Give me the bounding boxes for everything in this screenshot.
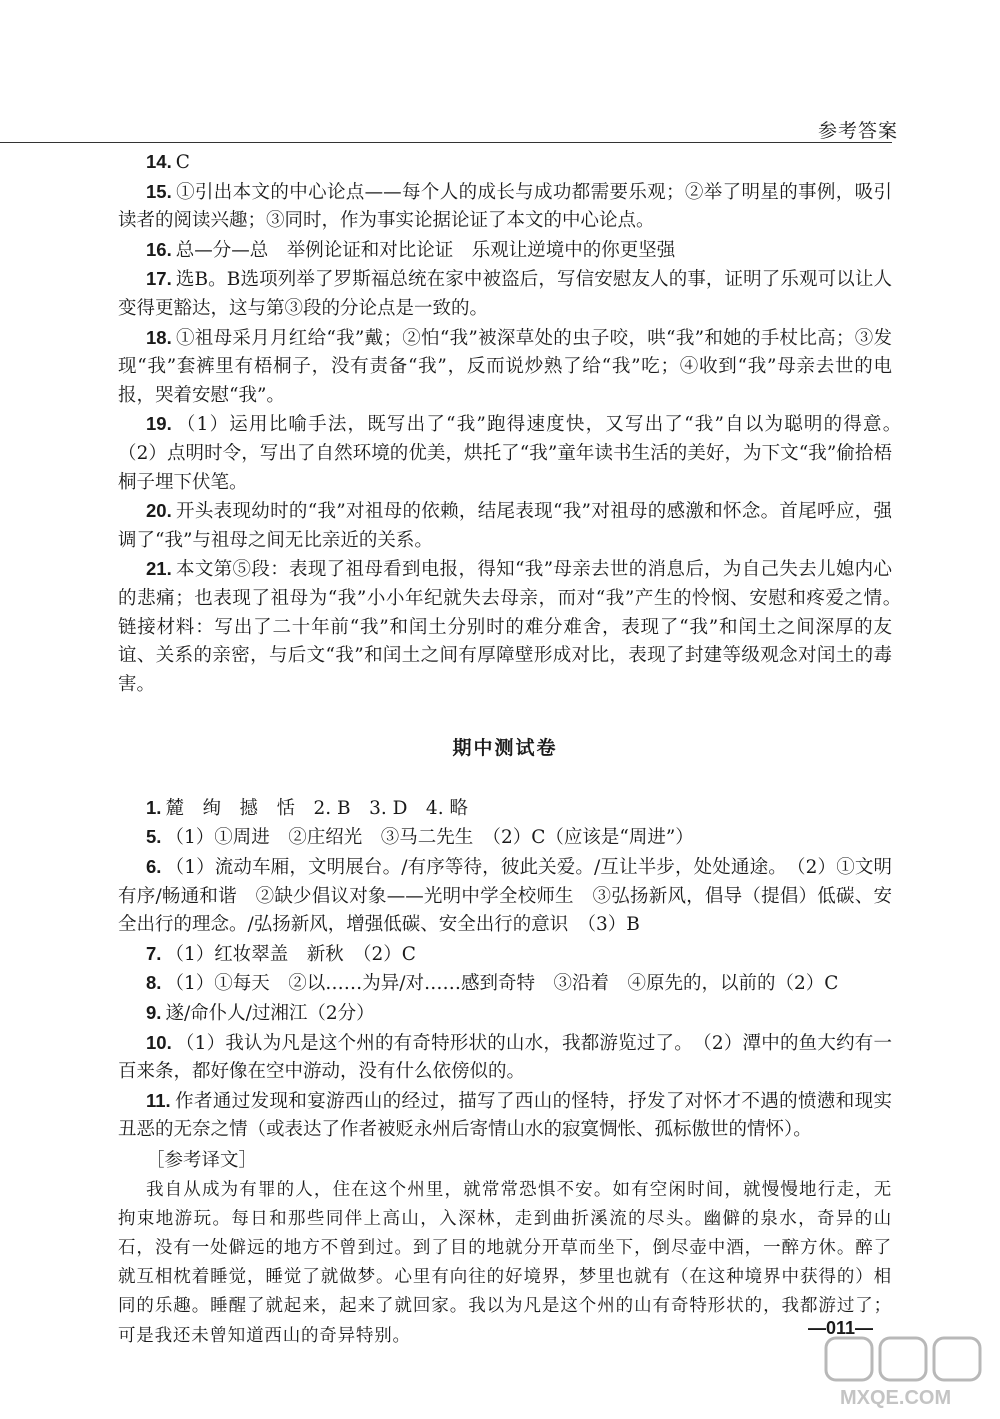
answer-item <box>118 940 892 970</box>
answer-item <box>118 853 892 940</box>
answer-text: （1）①周进 ②庄绍光 ③马二先生 （2）C（应该是“周进”） <box>165 827 694 849</box>
answer-number: 5. <box>146 826 162 848</box>
answer-item <box>118 497 892 555</box>
answer-text: ①引出本文的中心论点——每个人的成长与成功都需要乐观；②举了明星的事例，吸引读者的阅读兴趣；③同时，作为事实论据论证了本文的中心论点。 <box>118 181 892 232</box>
answer-item <box>118 178 892 236</box>
answer-item <box>118 999 892 1029</box>
answer-item <box>118 555 911 699</box>
translation-heading: ［参考译文］ <box>146 1150 258 1171</box>
answer-item <box>118 265 892 323</box>
answer-text: 本文第⑤段：表现了祖母看到电报，得知“我”母亲去世的消息后，为自己失去儿媳内心的悲痛；也表现了祖母为“我”小小年纪就失去母亲，而对“我”产生的怜悯、安慰和疼爱之情。 链接材料：写出了二十年前“我”和闰土分别时的难分难舍，表现了“我”和闰土之间深厚的友谊、关系的亲密，与后文“我”和闰土之间有厚障壁形成对比，表现了封建等级观念对闰土的毒害。 <box>118 559 911 695</box>
answer-number: 20. <box>146 500 172 522</box>
answer-number: 8. <box>146 972 162 994</box>
answer-text: 遂/命仆人/过湘江（2分） <box>165 1003 375 1025</box>
answer-item <box>118 148 892 178</box>
answer-text: （1）运用比喻手法，既写出了“我”跑得速度快，又写出了“我”自以为聪明的得意。 （2）点明时令，写出了自然环境的优美，烘托了“我”童年读书生活的美好，为下文“我”偷拾梧桐子埋下伏笔。 <box>118 414 911 493</box>
answer-item <box>118 1087 892 1145</box>
answer-number: 17. <box>146 268 172 290</box>
answer-list-part2 <box>118 794 892 1145</box>
answer-number: 11. <box>146 1089 171 1111</box>
answer-item <box>118 969 892 999</box>
answer-text: 麓 绚 撼 恬 2. B 3. D 4. 略 <box>165 797 468 819</box>
section-title: 期中测试卷 <box>452 738 558 760</box>
answer-item <box>118 236 892 266</box>
answer-text: ①祖母采月月红给“我”戴；②怕“我”被深草处的虫子咬，哄“我”和她的手杖比高；③发现“我”套裤里有梧桐子，没有责备“我”，反而说炒熟了给“我”吃；④收到“我”母亲去世的电报，哭着安慰“我”。 <box>118 327 892 406</box>
answer-number: 1. <box>146 796 162 818</box>
answer-text: 作者通过发现和宴游西山的经过，描写了西山的怪特，抒发了对怀才不遇的愤懑和现实丑恶的无奈之情（或表达了作者被贬永州后寄情山水的寂寞惆怅、孤标傲世的情怀）。 <box>118 1090 892 1141</box>
answer-number: 21. <box>146 558 172 580</box>
watermark-logo-icon <box>820 1332 990 1412</box>
answer-item <box>118 410 911 497</box>
watermark-text: MXQE.COM <box>840 1387 952 1409</box>
header-label: 参考答案 <box>818 120 899 142</box>
page-number: —011— <box>808 1318 874 1338</box>
answer-item <box>118 823 892 853</box>
answer-text: （1）红妆翠盖 新秋 （2）C <box>165 943 416 965</box>
answer-number: 7. <box>146 942 162 964</box>
answer-text: 选B。B选项列举了罗斯福总统在家中被盗后，写信安慰友人的事，证明了乐观可以让人变得更豁达，这与第③段的分论点是一致的。 <box>118 269 892 319</box>
answer-number: 15. <box>146 180 172 202</box>
page-content <box>118 148 911 1351</box>
answer-number: 16. <box>146 238 172 260</box>
translation-text: 我自从成为有罪的人，住在这个州里，就常常恐惧不安。如有空闲时间，就慢慢地行走，无拘束地游玩。每日和那些同伴上高山，入深林，走到曲折溪流的尽头。幽僻的泉水，奇异的山石，没有一处僻远的地方不曾到过。到了目的地就分开草而坐下，倒尽壶中酒，一醉方休。醉了就互相枕着睡觉，睡觉了就做梦。心里有向往的好境界，梦里也就有（在这种境界中获得的）相同的乐趣。睡醒了就起来，起来了就回家。我以为凡是这个州的山有奇特形状的，我都游过了；可是我还未曾知道西山的奇异特别。 <box>118 1179 892 1346</box>
answer-text: （1）①每天 ②以……为异/对……感到奇特 ③沿着 ④原先的，以前的（2）C <box>165 973 839 995</box>
answer-number: 9. <box>146 1002 162 1024</box>
answer-item <box>118 324 892 411</box>
answer-item <box>118 794 892 824</box>
answer-number: 18. <box>146 326 172 348</box>
answer-number: 10. <box>146 1031 172 1053</box>
answer-text: （1）流动车厢，文明展台。/有序等待，彼此关爱。/互让半步，处处通途。 （2）①文明有序/畅通和谐 ②缺少倡议对象——光明中学全校师生 ③弘扬新风，倡导（提倡）低碳、安全出行的理念。/弘扬新风，增强低碳、安全出行的意识 （3）B <box>118 857 892 936</box>
answer-text: 总—分—总 举例论证和对比论证 乐观让逆境中的你更坚强 <box>175 239 676 261</box>
header-rule <box>0 142 892 143</box>
answer-text: C <box>175 152 190 173</box>
answer-item <box>118 1029 892 1087</box>
answer-number: 14. <box>146 151 172 172</box>
answer-text: （1）我认为凡是这个州的有奇特形状的山水，我都游览过了。 （2）潭中的鱼大约有一百来条，都好像在空中游动，没有什么依傍似的。 <box>118 1032 892 1083</box>
answer-number: 19. <box>146 413 172 435</box>
answer-text: 开头表现幼时的“我”对祖母的依赖，结尾表现“我”对祖母的感激和怀念。首尾呼应，强调了“我”与祖母之间无比亲近的关系。 <box>118 501 892 551</box>
answer-number: 6. <box>146 856 162 878</box>
answer-list-part1 <box>118 148 911 699</box>
